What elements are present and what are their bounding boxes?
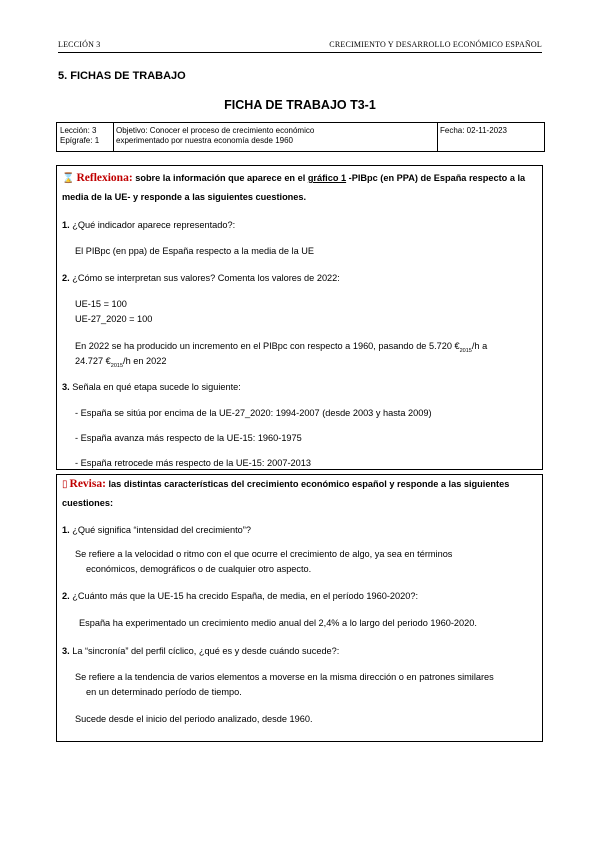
revisa-question-3: 3. La “sincronía” del perfil cíclico, ¿qué es y desde cuándo sucede?: [62, 646, 340, 656]
reflexiona-intro-line2: media de la UE- y responde a las siguientes cuestiones. [62, 192, 307, 202]
reflexiona-answer-2-line2: UE-27_2020 = 100 [75, 314, 153, 324]
meta-lesson: Lección: 3 [60, 126, 97, 135]
meta-objective: Objetivo: Conocer el proceso de crecimiento económico experimentado por nuestra economía desde 1960 [116, 126, 315, 145]
revisa-answer-3-paragraph: Sucede desde el inicio del periodo analizado, desde 1960. [75, 714, 313, 724]
reflexiona-answer-2-paragraph: En 2022 se ha producido un incremento en el PIBpc con respecto a 1960, pasando de 5.720 $€_{2015}/h$ a [75, 341, 488, 354]
reflexiona-intro: ⌛ Reflexiona: sobre la información que aparece en el gráfico 1 -PIBpc (en PPA) de España respecto a la [62, 172, 526, 184]
reflexiona-lead: Reflexiona: [76, 172, 133, 184]
reflexiona-answer-2-paragraph-cont: 24.727 $€_{2015}/h$ en 2022 [75, 356, 167, 369]
meta-lesson-cell [60, 126, 99, 146]
revisa-answer-1-line1: Se refiere a la velocidad o ritmo con el que ocurre el crecimiento de algo, ya sea en términos [75, 549, 453, 559]
header-lesson: LECCIÓN 3 [58, 40, 101, 49]
header-course-title: CRECIMIENTO Y DESARROLLO ECONÓMICO ESPAÑOL [329, 40, 542, 49]
hourglass-icon: ⌛ [62, 173, 75, 184]
worksheet-title: FICHA DE TRABAJO T3-1 [224, 98, 376, 112]
reflexiona-answer-3-line1: - España se sitúa por encima de la UE-27_2020: 1994-2007 (desde 2003 y hasta 2009) [75, 408, 432, 418]
revisa-answer-2: España ha experimentado un crecimiento medio anual del 2,4% a lo largo del periodo 1960-2020. [79, 618, 477, 628]
reflexiona-question-3: 3. Señala en qué etapa sucede lo siguiente: [62, 382, 241, 392]
bookmark-icon: ▯ [62, 479, 68, 490]
revisa-intro: ▯ Revisa: las distintas características del crecimiento económico español y responde a las siguientes [62, 478, 510, 490]
revisa-answer-1-line2: económicos, demográficos o de cualquier otro aspecto. [86, 564, 312, 574]
revisa-question-1: 1. ¿Qué significa “intensidad del crecimiento”? [62, 525, 251, 535]
revisa-question-2: 2. ¿Cuánto más que la UE-15 ha crecido España, de media, en el período 1960-2020?: [62, 591, 418, 601]
worksheet-meta-table [56, 122, 545, 152]
meta-date: Fecha: 02-11-2023 [440, 126, 508, 135]
revisa-answer-3-line2: en un determinado período de tiempo. [86, 687, 242, 697]
reflexiona-question-1: 1. ¿Qué indicador aparece representado?: [62, 220, 236, 230]
reflexiona-answer-3-line2: - España avanza más respecto de la UE-15: 1960-1975 [75, 433, 302, 443]
revisa-lead: Revisa: [69, 478, 106, 490]
reflexiona-answer-3-line3: - España retrocede más respecto de la UE-15: 2007-2013 [75, 458, 311, 468]
reflexiona-answer-2-line1: UE-15 = 100 [75, 299, 127, 309]
section-title: 5. FICHAS DE TRABAJO [58, 70, 186, 82]
meta-epigraph: Epígrafe: 1 [60, 136, 100, 145]
reflexiona-question-2: 2. ¿Cómo se interpretan sus valores? Comenta los valores de 2022: [62, 273, 340, 283]
reflexiona-answer-1: El PIBpc (en ppa) de España respecto a la media de la UE [75, 246, 315, 256]
revisa-intro-line2: cuestiones: [62, 498, 114, 508]
revisa-answer-3-line1: Se refiere a la tendencia de varios elementos a moverse en la misma dirección o en patrones similares [75, 672, 494, 682]
chart-reference-link[interactable]: gráfico 1 [307, 173, 347, 183]
running-header [58, 40, 542, 53]
revisa-box [56, 474, 543, 742]
